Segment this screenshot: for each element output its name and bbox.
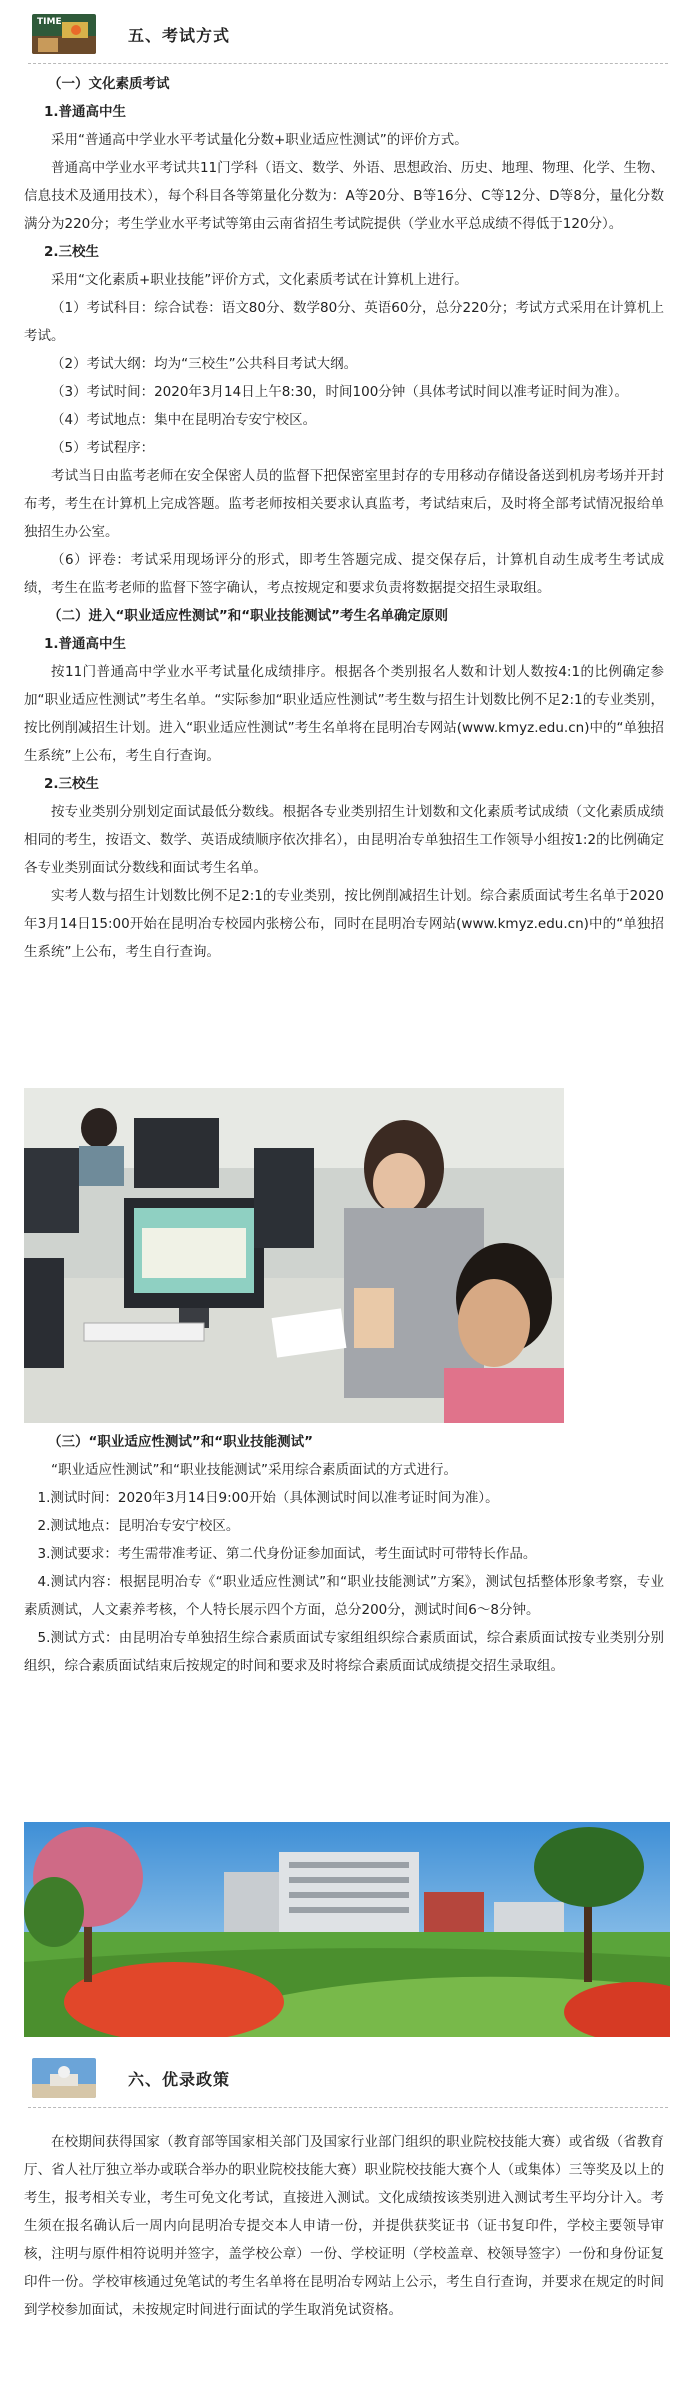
subheading-high-school: 1.普通高中生: [44, 104, 127, 120]
subheading-high-school: 1.普通高中生: [44, 636, 127, 652]
paragraph: 在校期间获得国家（教育部等国家相关部门及国家行业部门组织的职业院校技能大赛）或省级（省教育厅、省人社厅独立举办或联合举办的职业院校技能大赛）职业院校技能大赛个人（或集体）三等奖及以上的考生，报考相关专业，考生可免文化考试，直接进入测试。文化成绩按该类别进入测试考生平均分计入。考生须在报名确认后一周内向昆明冶专提交本人申请一份，并提供获奖证书（证书复印件，学校主要领导审核，注明与原件相符说明并签字，盖学校公章）一份、学校证明（学校盖章、校领导签字）一份和身份证复印件一份。学校审核通过免笔试的考生名单将在昆明冶专网站上公示，考生自行查询，并要求在规定的时间到学校参加面试，未按规定时间进行面试的学生取消免试资格。: [24, 2134, 664, 2318]
part-heading: （二）进入“职业适应性测试”和“职业技能测试”考生名单确定原则: [48, 608, 448, 624]
section-header-exam-method: [28, 14, 668, 58]
list-item: （1）考试科目：综合试卷：语文80分、数学80分、英语60分，总分220分；考试方式采用在计算机上考试。: [24, 300, 664, 344]
list-item: （2）考试大纲：均为“三校生”公共科目考试大纲。: [51, 356, 358, 372]
section-divider: [28, 2107, 668, 2108]
section-header-preferential-policy: [28, 2058, 668, 2102]
list-item: （3）考试时间：2020年3月14日上午8:30，时间100分钟（具体考试时间以准考证时间为准）。: [51, 384, 629, 400]
list-item: 3.测试要求：考生需带准考证、第二代身份证参加面试，考生面试时可带特长作品。: [37, 1546, 537, 1562]
subheading-three-school: 2.三校生: [44, 244, 100, 260]
section-thumbnail-image: [32, 2058, 96, 2098]
paragraph: 实考人数与招生计划数比例不足2:1的专业类别，按比例削减招生计划。综合素质面试考生名单于2020年3月14日15:00开始在昆明冶专校园内张榜公布，同时在昆明冶专网站(www.kmyz.edu.cn)中的“单独招生系统”上公布，考生自行查询。: [24, 888, 664, 960]
paragraph: 采用“文化素质+职业技能”评价方式，文化素质考试在计算机上进行。: [51, 272, 468, 288]
paragraph: 按11门普通高中学业水平考试量化成绩排序。根据各个类别报名人数和计划人数按4:1的比例确定参加“职业适应性测试”考生名单。“实际参加“职业适应性测试”考生数与招生计划数比例不足2:1的专业类别，按比例削减招生计划。进入“职业适应性测试”考生名单将在昆明冶专网站(www.kmyz.edu.cn)中的“单独招生系统”上公布，考生自行查询。: [24, 664, 664, 764]
part-preferential-policy: [24, 2128, 664, 2324]
paragraph: 考试当日由监考老师在安全保密人员的监督下把保密室里封存的专用移动存储设备送到机房考场并开封布考，考生在计算机上完成答题。监考老师按相关要求认真监考，考试结束后，及时将全部考试情况报给单独招生办公室。: [24, 468, 664, 540]
subheading-three-school: 2.三校生: [44, 776, 100, 792]
thumbnail-caption: TIME: [37, 17, 62, 27]
paragraph: 普通高中学业水平考试共11门学科（语文、数学、外语、思想政治、历史、地理、物理、化学、生物、信息技术及通用技术），每个科目各等第量化分数为：A等20分、B等16分、C等12分、D等8分，量化分数满分为220分；考生学业水平考试等第由云南省招生考试院提供（学业水平总成绩不得低于120分）。: [24, 160, 664, 232]
section-title: 六、优录政策: [128, 2070, 231, 2089]
part-cultural-exam: [24, 70, 664, 966]
part-interview: [24, 1428, 664, 1680]
campus-photo: [24, 1822, 670, 2037]
list-item: 1.测试时间：2020年3月14日9:00开始（具体测试时间以准考证时间为准）。: [37, 1490, 499, 1506]
list-item: （6）评卷：考试采用现场评分的形式，即考生答题完成、提交保存后，计算机自动生成考生考试成绩，考生在监考老师的监督下签字确认，考点按规定和要求负责将数据提交招生录取组。: [24, 552, 664, 596]
section-thumbnail-image: [32, 14, 96, 54]
paragraph: 采用“普通高中学业水平考试量化分数+职业适应性测试”的评价方式。: [51, 132, 468, 148]
list-item: 5.测试方式：由昆明冶专单独招生综合素质面试专家组组织综合素质面试，综合素质面试按专业类别分别组织，综合素质面试结束后按规定的时间和要求及时将综合素质面试成绩提交招生录取组。: [24, 1630, 664, 1674]
list-item: （5）考试程序：: [51, 440, 155, 456]
paragraph: 按专业类别分别划定面试最低分数线。根据各专业类别招生计划数和文化素质考试成绩（文化素质成绩相同的考生，按语文、数学、英语成绩顺序依次排名），由昆明冶专单独招生工作领导小组按1:2的比例确定各专业类别面试分数线和面试考生名单。: [24, 804, 664, 876]
exam-room-photo: [24, 1088, 564, 1423]
part-heading: （一）文化素质考试: [48, 76, 170, 92]
list-item: 4.测试内容：根据昆明冶专《“职业适应性测试”和“职业技能测试”方案》，测试包括整体形象考察，专业素质测试，人文素养考核，个人特长展示四个方面，总分200分，测试时间6～8分钟。: [24, 1574, 664, 1618]
paragraph: “职业适应性测试”和“职业技能测试”采用综合素质面试的方式进行。: [51, 1462, 457, 1478]
list-item: （4）考试地点：集中在昆明冶专安宁校区。: [51, 412, 317, 428]
section-divider: [28, 63, 668, 64]
part-heading: （三）“职业适应性测试”和“职业技能测试”: [48, 1434, 313, 1450]
list-item: 2.测试地点：昆明冶专安宁校区。: [37, 1518, 240, 1534]
section-title: 五、考试方式: [128, 26, 231, 45]
